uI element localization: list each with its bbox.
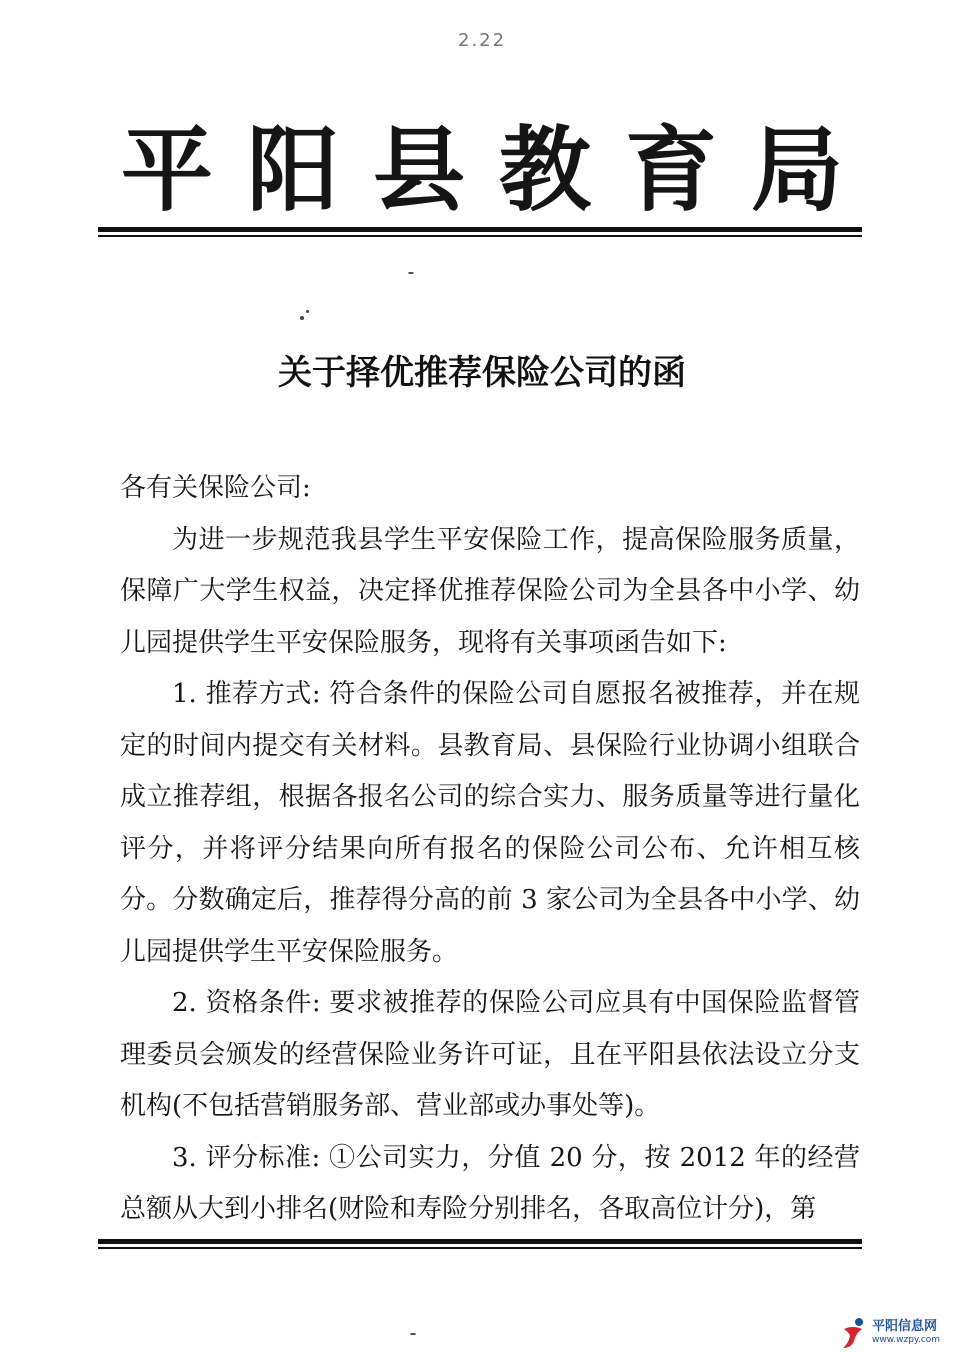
scan-speck (300, 316, 304, 320)
watermark-text (872, 1319, 940, 1346)
paragraph-scoring-standard: 3. 评分标准: ①公司实力，分值 20 分，按 2012 年的经营总额从大到小排名(财险和寿险分别排名，各取高位计分)，第 (120, 1142, 860, 1224)
letterhead-rule-thick (98, 227, 862, 232)
site-logo-icon (840, 1315, 870, 1349)
paragraph-recommend-method: 1. 推荐方式: 符合条件的保险公司自愿报名被推荐，并在规定的时间内提交有关材料。县教育局、县保险行业协调小组联合成立推荐组，根据各报名公司的综合实力、服务质量等进行量化评分，并将评分结果向所有报名的保险公司公布、允许相互核分。分数确定后，推荐得分高的前 3 家公司为全县各中小学、幼儿园提供学生平安保险服务。 (120, 679, 860, 967)
scan-speck (408, 272, 414, 274)
footer-rule-thin (98, 1247, 862, 1249)
document-body (120, 463, 860, 1236)
watermark-url: www.wzpy.com (872, 1334, 941, 1345)
salutation: 各有关保险公司: (120, 473, 311, 503)
agency-letterhead: 平阳县教育局 (120, 116, 877, 224)
document-title: 关于择优推荐保险公司的函 (278, 353, 686, 393)
watermark-site-name: 平阳信息网 (872, 1318, 938, 1334)
site-watermark (840, 1312, 964, 1352)
scan-speck (306, 310, 309, 313)
footer-rule-thick (98, 1239, 862, 1244)
letterhead-rule-thin (98, 235, 862, 237)
handwritten-note: 2.22 (458, 30, 507, 51)
paragraph-intro: 为进一步规范我县学生平安保险工作，提高保险服务质量，保障广大学生权益，决定择优推荐保险公司为全县各中小学、幼儿园提供学生平安保险服务，现将有关事项函告如下: (120, 524, 860, 658)
paragraph-qualification: 2. 资格条件: 要求被推荐的保险公司应具有中国保险监督管理委员会颁发的经营保险业务许可证，且在平阳县依法设立分支机构(不包括营销服务部、营业部或办事处等)。 (120, 988, 860, 1121)
scan-speck (410, 1333, 416, 1335)
